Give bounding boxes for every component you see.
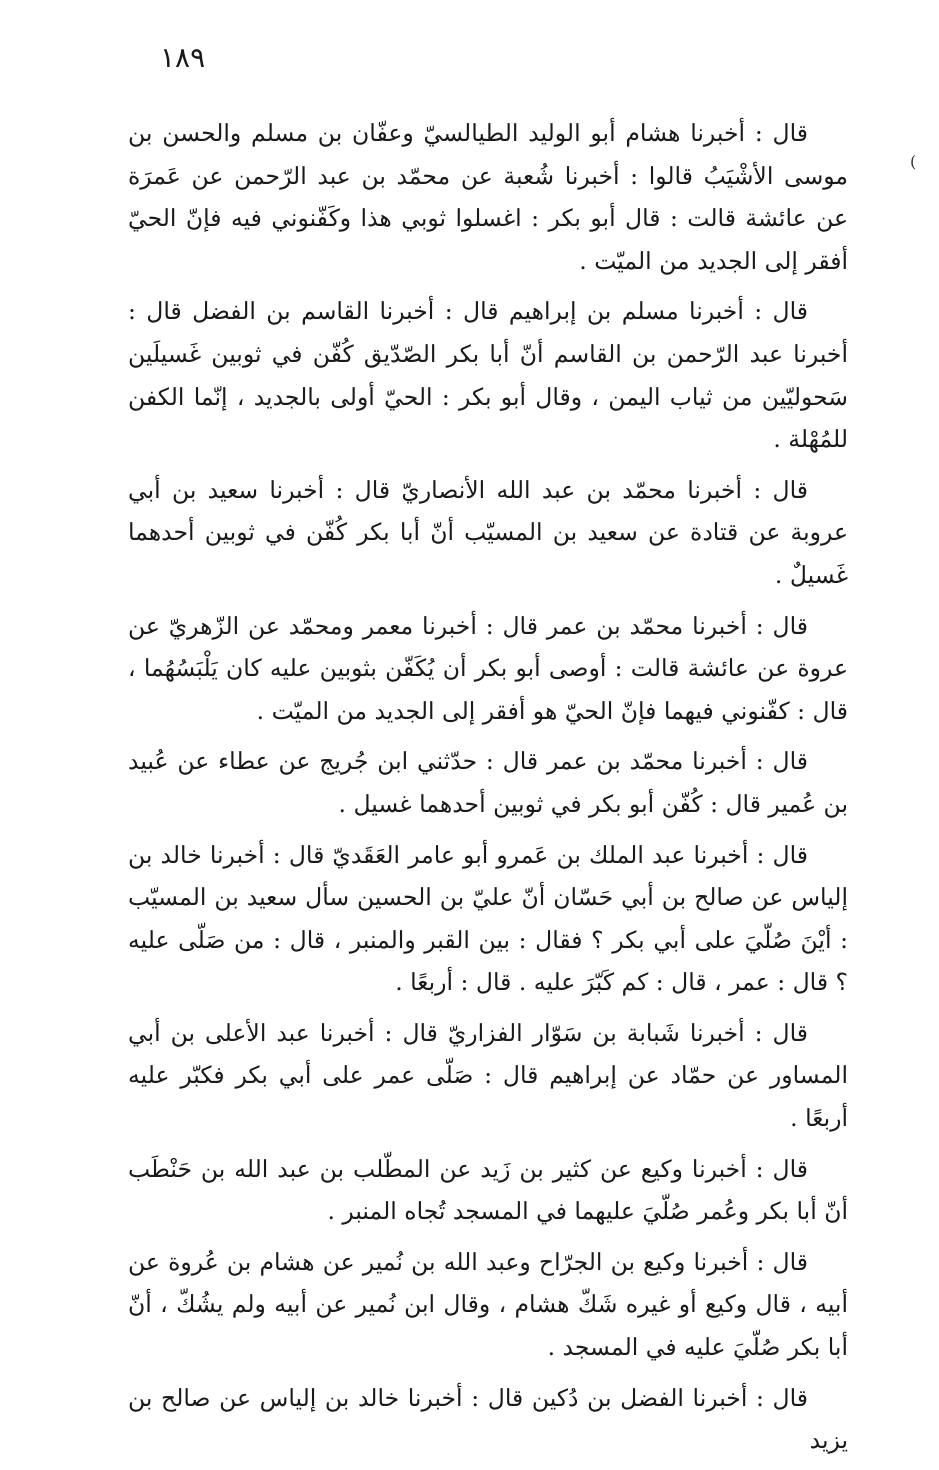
paragraph-4: قال : أخبرنا محمّد بن عمر قال : أخبرنا معمر ومحمّد عن الزّهريّ عن عروة عن عائشة قالت : أوصى أبو بكر أن يُكَفّن بثوبين عليه كان يَلْبَسُهُما ، قال : كفّنوني فيهما فإنّ الحيّ هو أفقر إلى الجديد من الميّت . [128, 611, 848, 725]
paragraph-10: قال : أخبرنا الفضل بن دُكين قال : أخبرنا خالد بن إلياس عن صالح بن يزيد [128, 1383, 848, 1455]
paragraph-6: قال : أخبرنا عبد الملك بن عَمرو أبو عامر العَقَديّ قال : أخبرنا خالد بن إلياس عن صالح بن أبي حَسّان أنّ عليّ بن الحسين سأل سعيد بن المسيّب : أيْنَ صُلّيَ على أبي بكر ؟ فقال : بين القبر والمنبر ، قال : من صَلّى عليه ؟ قال : عمر ، قال : كم كَبّرَ عليه . قال : أربعًا . [128, 840, 848, 997]
margin-mark: ( [910, 152, 917, 171]
paragraph-2: قال : أخبرنا مسلم بن إبراهيم قال : أخبرنا القاسم بن الفضل قال : أخبرنا عبد الرّحمن بن القاسم أنّ أبا بكر الصّدّيق كُفّن في ثوبين غَسيلَين سَحوليّين من ثياب اليمن ، وقال أبو بكر : الحيّ أولى بالجديد ، إنّما الكفن للمُهْلة . [128, 297, 848, 454]
paragraph-9: قال : أخبرنا وكيع بن الجرّاح وعبد الله بن نُمير عن هشام بن عُروة عن أبيه ، قال وكيع أو غيره شَكّ هشام ، وقال ابن نُمير عن أبيه ولم يشُكّ ، أنّ أبا بكر صُلّيَ عليه في المسجد . [128, 1247, 848, 1362]
paragraph-1: قال : أخبرنا هشام أبو الوليد الطيالسيّ وعفّان بن مسلم والحسن بن موسى الأشْيَبُ قالوا : أخبرنا شُعبة عن محمّد بن عبد الرّحمن عن عَمرَة عن عائشة قالت : قال أبو بكر : اغسلوا ثوبي هذا وكَفّنوني فيه فإنّ الحيّ أفقر إلى الجديد من الميّت . [128, 119, 848, 275]
paragraph-7: قال : أخبرنا شَبابة بن سَوّار الفزاريّ قال : أخبرنا عبد الأعلى بن أبي المساور عن حمّاد عن إبراهيم قال : صَلّى عمر على أبي بكر فكبّر عليه أربعًا . [128, 1018, 848, 1133]
paragraph-8: قال : أخبرنا وكيع عن كثير بن زَيد عن المطّلب بن عبد الله بن حَنْطَب أنّ أبا بكر وعُمر صُلّيَ عليهما في المسجد تُجاه المنبر . [128, 1154, 848, 1226]
page-number: ١٨٩ [160, 41, 206, 74]
paragraph-3: قال : أخبرنا محمّد بن عبد الله الأنصاريّ قال : أخبرنا سعيد بن أبي عروبة عن قتادة عن سعيد بن المسيّب أنّ أبا بكر كُفّن في ثوبين أحدهما غَسيلٌ . [128, 475, 848, 589]
text-body [128, 112, 848, 1470]
paragraph-5: قال : أخبرنا محمّد بن عمر قال : حدّثني ابن جُريج عن عطاء عن عُبيد بن عُمير قال : كُفّن أبو بكر في ثوبين أحدهما غسيل . [128, 747, 848, 818]
